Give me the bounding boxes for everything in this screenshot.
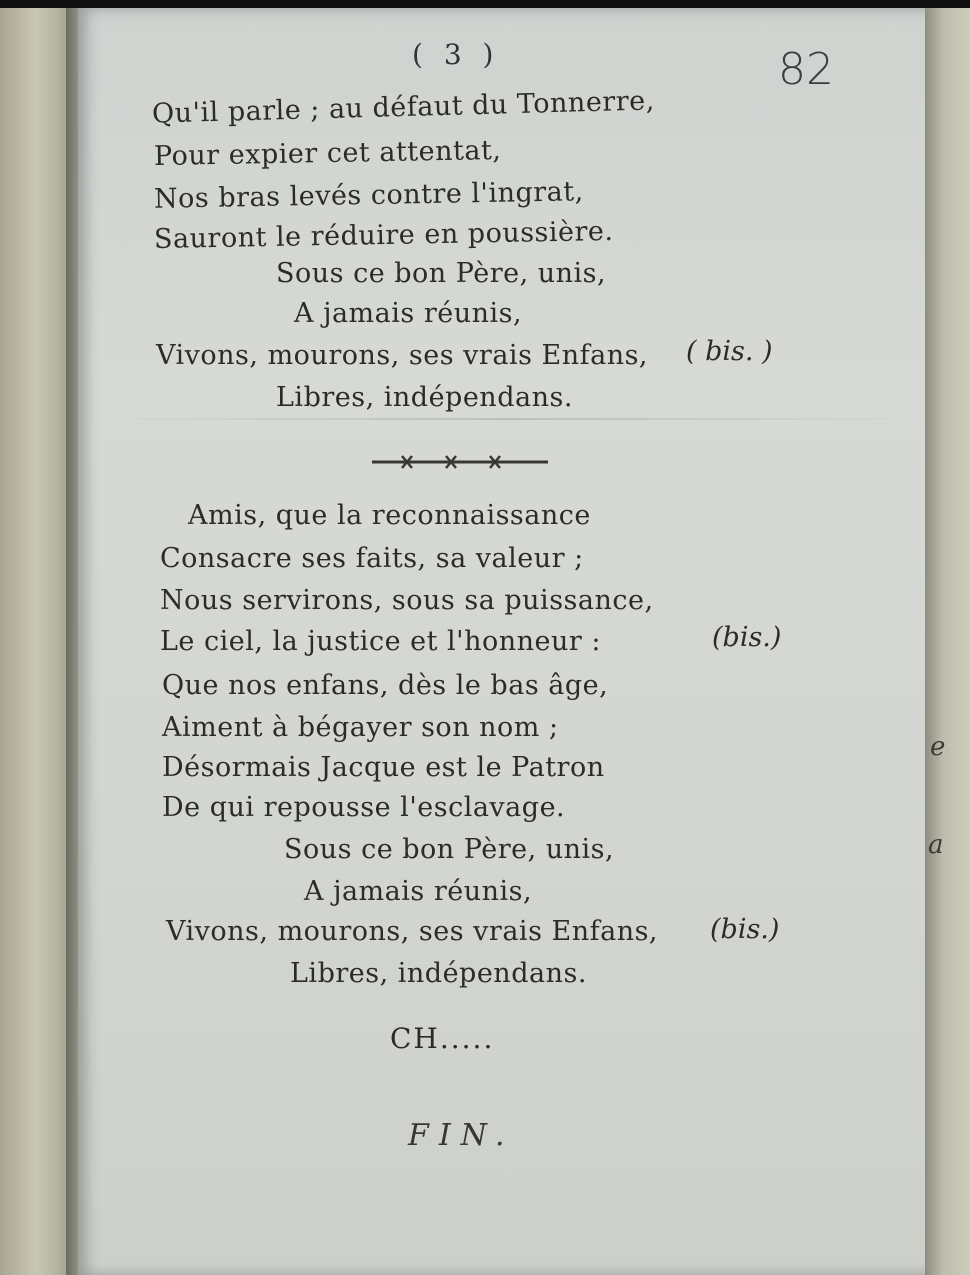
chorus-line: Libres, indépendans. <box>276 382 573 413</box>
margin-annotation: a <box>928 830 944 860</box>
verse-line: Désormais Jacque est le Patron <box>162 752 605 783</box>
verse-line: Le ciel, la justice et l'honneur : <box>160 626 601 657</box>
verse-line: Nos bras levés contre l'ingrat, <box>153 176 584 215</box>
verse-line: Pour expier cet attentat, <box>153 134 502 173</box>
verse-line: Aiment à bégayer son nom ; <box>162 712 559 743</box>
verse-line: Qu'il parle ; au défaut du Tonnerre, <box>151 85 656 130</box>
end-mark: FIN. <box>408 1118 515 1153</box>
chorus-line: Vivons, mourons, ses vrais Enfans, <box>166 916 659 947</box>
chorus-line: A jamais réunis, <box>304 876 533 907</box>
folio-number: 82 <box>778 44 834 95</box>
bis-mark: (bis.) <box>712 622 782 653</box>
ornament-divider <box>372 452 548 472</box>
next-page-edge <box>925 8 970 1275</box>
author-signature: CH..... <box>390 1022 495 1055</box>
chorus-line: Libres, indépendans. <box>290 958 587 989</box>
verse-line: Sauront le réduire en poussière. <box>153 215 614 256</box>
chorus-line: A jamais réunis, <box>294 298 523 329</box>
verse-line: Nous servirons, sous sa puissance, <box>160 585 654 616</box>
verse-line: De qui repousse l'esclavage. <box>162 792 566 823</box>
verse-line: Consacre ses faits, sa valeur ; <box>160 543 584 574</box>
margin-annotation: e <box>930 732 946 762</box>
chorus-line: Sous ce bon Père, unis, <box>276 258 607 289</box>
bis-mark: (bis.) <box>710 914 780 945</box>
chorus-line: Vivons, mourons, ses vrais Enfans, <box>156 340 649 371</box>
chorus-line: Sous ce bon Père, unis, <box>284 834 615 865</box>
verse-line: Que nos enfans, dès le bas âge, <box>162 670 609 701</box>
page-fold <box>90 418 930 420</box>
page-number: ( 3 ) <box>412 38 500 71</box>
verse-line: Amis, que la reconnaissance <box>188 500 591 531</box>
bis-mark: ( bis. ) <box>686 336 773 367</box>
